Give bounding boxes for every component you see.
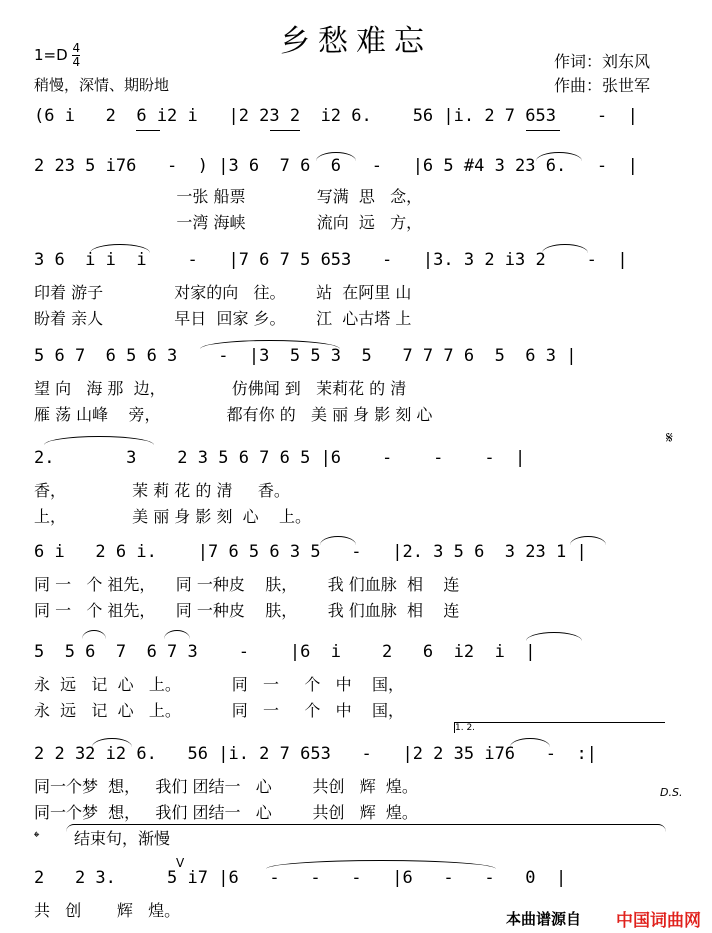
lyrics-verse-1: 共 创 辉 煌。 [34, 901, 181, 920]
lyrics-verse-1: 同一个梦 想， 我们 团结一 心 共创 辉 煌。 [34, 777, 418, 796]
key-signature [34, 42, 80, 69]
coda-instruction: 结束句，渐慢 [74, 829, 171, 848]
key-label: 1=D [34, 46, 68, 64]
lyrics-verse-1: 香， 茉 莉 花 的 清 香。 [34, 481, 290, 500]
footer-source: 本曲谱源自 [506, 910, 582, 928]
time-signature [72, 42, 80, 69]
lyrics-verse-2: 同一个梦 想， 我们 团结一 心 共创 辉 煌。 [34, 803, 418, 822]
page-title: 乡愁难忘 [280, 24, 432, 59]
notes-line: 2. 3 2 3 5 6 7 6 5 |6 - - - | [34, 448, 526, 468]
tempo-marking: 稍慢，深情、期盼地 [34, 76, 170, 94]
notes-line: 3 6 i i i - |7 6 7 5 653 - |3. 3 2 i3 2 - | [34, 250, 628, 270]
lyrics-verse-1: 同 一 个 祖先， 同 一种皮 肤， 我 们血脉 相 连 [34, 575, 460, 594]
lyrics-verse-1: 一张 船票 写满 思 念， [34, 187, 423, 206]
time-top: 4 [72, 41, 81, 55]
notes-line: 6 i 2 6 i. |7 6 5 6 3 5 - |2. 3 5 6 3 23 1 | [34, 542, 587, 562]
credits [554, 50, 650, 98]
notes-line: 5 5 6 7 6 7 3 - |6 i 2 6 i2 i | [34, 642, 536, 662]
segno-icon: 𝄋 [666, 428, 673, 447]
time-bottom: 4 [72, 55, 81, 69]
lyrics-verse-2: 永 远 记 心 上。 同 一 个 中 国， [34, 701, 405, 720]
lyrics-verse-2: 盼着 亲人 早日 回家 乡。 江 心古塔 上 [34, 309, 412, 328]
footer-site-link[interactable]: 中国词曲网 [616, 911, 701, 931]
notes-line: 5 6 7 6 5 6 3 - |3 5 5 3 5 7 7 7 6 5 6 3 | [34, 346, 577, 366]
lyrics-verse-2: 上， 美 丽 身 影 刻 心 上。 [34, 507, 311, 526]
lyrics-verse-2: 一湾 海峡 流向 远 方， [34, 213, 423, 232]
lyrics-verse-2: 雁 荡 山峰 旁， 都有你 的 美 丽 身 影 刻 心 [34, 405, 433, 424]
lyrics-verse-1: 印着 游子 对家的向 往。 站 在阿里 山 [34, 283, 412, 302]
composer: 作曲：张世军 [554, 76, 651, 95]
notes-line: (6 i 2 6 i2 i |2 23 2 i2 6. 56 |i. 2 7 653 - | [34, 106, 638, 126]
breath-mark: V [176, 856, 185, 870]
lyrics-verse-1: 望 向 海 那 边， 仿佛闻 到 茉莉花 的 清 [34, 379, 407, 398]
lyrics-verse-1: 永 远 记 心 上。 同 一 个 中 国， [34, 675, 405, 694]
ds-marking: D.S. [660, 786, 683, 799]
notes-line: 2 2 3. 5 i7 |6 - - - |6 - - 0 | [34, 868, 567, 888]
notes-line: 2 23 5 i76 - ) |3 6 7 6 6 - |6 5 #4 3 23 6. - | [34, 156, 638, 176]
lyricist: 作词：刘东风 [554, 52, 651, 71]
coda-icon: 𝄌 [34, 828, 40, 846]
lyrics-verse-2: 同 一 个 祖先， 同 一种皮 肤， 我 们血脉 相 连 [34, 601, 460, 620]
notes-line: 2 2 32 i2 6. 56 |i. 2 7 653 - |2 2 35 i76 - :| [34, 744, 597, 764]
volta-bracket: 1. 2. [454, 722, 665, 733]
